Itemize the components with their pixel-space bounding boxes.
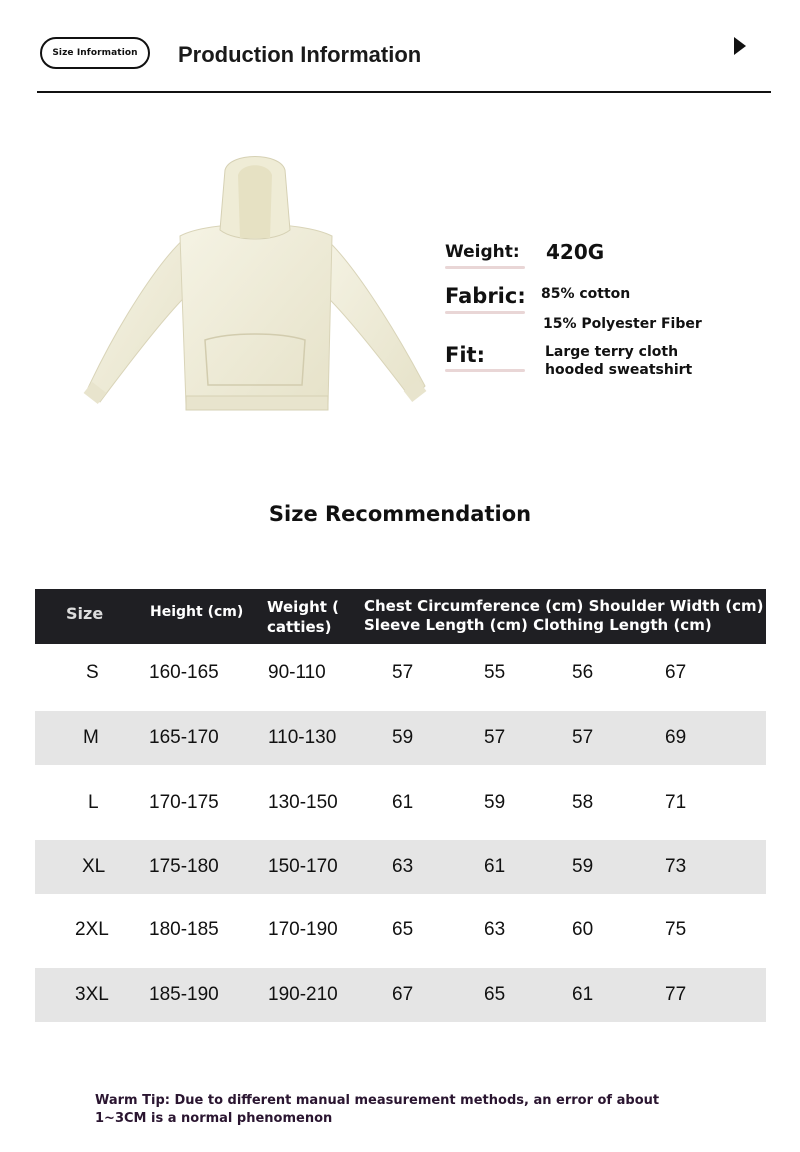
weight-underline	[445, 266, 525, 269]
cell-shoulder: 65	[484, 984, 506, 1005]
header-measures-line2: Sleeve Length (cm) Clothing Length (cm)	[364, 616, 712, 634]
page-title: Production Information	[178, 42, 422, 67]
cell-size: M	[83, 727, 99, 748]
cell-size: XL	[82, 856, 106, 877]
cell-weight: 170-190	[268, 919, 338, 940]
cell-height: 170-175	[149, 792, 219, 813]
fabric-underline	[445, 311, 525, 314]
fabric-value-line2: 15% Polyester Fiber	[543, 316, 702, 332]
cell-shoulder: 59	[484, 792, 506, 813]
cell-length: 69	[665, 727, 687, 748]
cell-length: 73	[665, 856, 687, 877]
table-row	[35, 646, 766, 700]
cell-chest: 57	[392, 662, 414, 683]
cell-shoulder: 61	[484, 856, 506, 877]
fit-value-line2: hooded sweatshirt	[545, 362, 693, 378]
cell-sleeve: 58	[572, 792, 594, 813]
cell-chest: 59	[392, 727, 414, 748]
fabric-label: Fabric:	[445, 284, 526, 308]
cell-height: 165-170	[149, 727, 219, 748]
cell-weight: 90-110	[268, 662, 326, 683]
next-arrow-icon[interactable]	[734, 37, 746, 55]
cell-length: 67	[665, 662, 687, 683]
header-size: Size	[66, 604, 104, 623]
cell-sleeve: 57	[572, 727, 594, 748]
cell-chest: 63	[392, 856, 414, 877]
cell-height: 180-185	[149, 919, 219, 940]
header-measures-line1: Chest Circumference (cm) Shoulder Width (cm)	[364, 597, 764, 615]
table-row	[35, 840, 766, 894]
warm-tip-note: Warm Tip: Due to different manual measurement methods, an error of about 1~3CM is a normal phenomenon	[95, 1093, 660, 1126]
header-weight-line1: Weight (	[267, 598, 339, 616]
cell-chest: 65	[392, 919, 414, 940]
cell-chest: 61	[392, 792, 414, 813]
weight-label: Weight:	[445, 242, 520, 262]
hoodie-product-image	[80, 150, 430, 420]
cell-shoulder: 57	[484, 727, 506, 748]
header-weight-line2: catties)	[267, 618, 332, 636]
cell-sleeve: 59	[572, 856, 594, 877]
cell-height: 185-190	[149, 984, 219, 1005]
header-height: Height (cm)	[150, 604, 244, 620]
cell-length: 71	[665, 792, 687, 813]
cell-size: 3XL	[75, 984, 109, 1005]
cell-length: 77	[665, 984, 687, 1005]
fit-label: Fit:	[445, 343, 485, 367]
size-information-badge[interactable]	[40, 37, 150, 69]
cell-shoulder: 55	[484, 662, 506, 683]
cell-height: 160-165	[149, 662, 219, 683]
table-row	[35, 968, 766, 1022]
table-header	[35, 589, 766, 644]
fit-value-line1: Large terry cloth	[545, 344, 679, 360]
cell-shoulder: 63	[484, 919, 506, 940]
cell-size: 2XL	[75, 919, 109, 940]
cell-weight: 150-170	[268, 856, 338, 877]
cell-weight: 130-150	[268, 792, 338, 813]
header-divider	[37, 91, 771, 93]
cell-weight: 190-210	[268, 984, 338, 1005]
cell-chest: 67	[392, 984, 414, 1005]
table-row	[35, 711, 766, 765]
cell-length: 75	[665, 919, 687, 940]
table-row	[35, 776, 766, 830]
cell-sleeve: 61	[572, 984, 594, 1005]
cell-height: 175-180	[149, 856, 219, 877]
size-information-label: Size Information	[52, 48, 138, 58]
cell-sleeve: 60	[572, 919, 594, 940]
fit-underline	[445, 369, 525, 372]
cell-sleeve: 56	[572, 662, 594, 683]
fabric-value-line1: 85% cotton	[541, 286, 631, 302]
weight-value: 420G	[546, 240, 605, 264]
cell-size: L	[88, 792, 99, 813]
table-row	[35, 903, 766, 957]
cell-size: S	[86, 662, 99, 683]
cell-weight: 110-130	[268, 727, 337, 748]
section-title: Size Recommendation	[268, 502, 532, 526]
